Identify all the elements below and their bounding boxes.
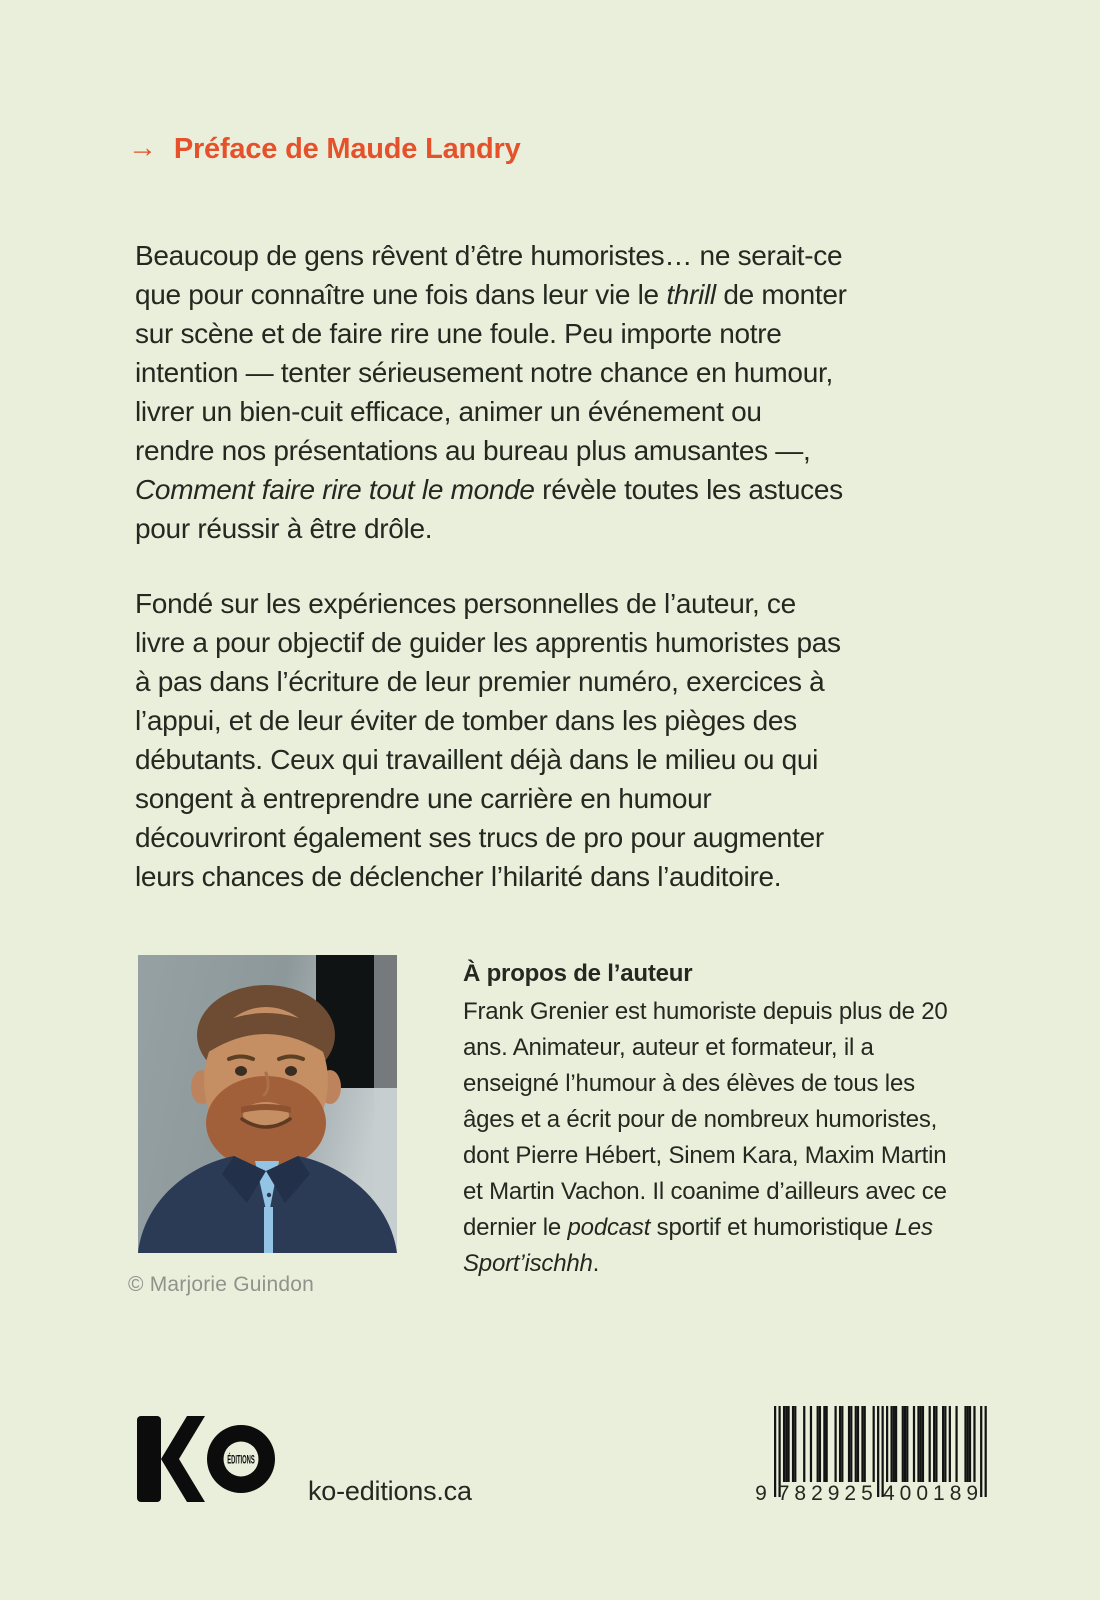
barcode-digits-group-0: 9 — [755, 1482, 767, 1502]
preface-line — [128, 133, 521, 166]
preface-text: Préface de Maude Landry — [173, 133, 521, 165]
about-author-section — [463, 956, 960, 1282]
logo-editions-label: ÉDITIONS — [227, 1453, 256, 1468]
author-portrait-illustration — [138, 955, 397, 1253]
synopsis-paragraph-1: Beaucoup de gens rêvent d’être humoristes… ne serait-ce que pour connaître une fois dans leur vie le thrill de monter sur scène et de faire rire une foule. Peu importe notre intention — tenter sérieusement notre chance en humour, livrer un bien-cuit efficace, animer un événement ou rendre nos présentations au bureau plus amusantes —, Comment faire rire tout le monde révèle toutes les astuces pour réussir à être drôle. — [135, 240, 847, 544]
photo-credit: © Marjorie Guindon — [128, 1273, 314, 1296]
arrow-right-icon: → — [128, 132, 157, 164]
ko-editions-logo-mark — [137, 1416, 275, 1502]
synopsis-paragraph-2: Fondé sur les expériences personnelles de l’auteur, ce livre a pour objectif de guider les apprentis humoristes pas à pas dans l’écriture de leur premier numéro, exercices à l’appui, et de leur éviter de tomber dans les pièges des débutants. Ceux qui travaillent déjà dans le milieu ou qui songent à entreprendre une carrière en humour découvriront également ses trucs de pro pour augmenter leurs chances de déclencher l’hilarité dans l’auditoire. — [135, 588, 841, 892]
barcode-digits-group-2: 400189 — [883, 1482, 984, 1502]
about-author-text: Frank Grenier est humoriste depuis plus de 20 ans. Animateur, auteur et formateur, il a enseigné l’humour à des élèves de tous les âges et a écrit pour de nombreux humoristes, dont Pierre Hébert, Sinem Kara, Maxim Martin et Martin Vachon. Il coanime d’ailleurs avec ce dernier le podcast sportif et humoristique Les Sport’ischhh. — [463, 998, 948, 1277]
isbn-barcode — [748, 1406, 990, 1502]
about-author-title: À propos de l’auteur — [463, 960, 693, 987]
publisher-website: ko-editions.ca — [308, 1476, 472, 1506]
barcode-digits-group-1: 782925 — [777, 1482, 878, 1502]
author-photo — [138, 955, 397, 1253]
publisher-logo — [137, 1416, 275, 1502]
